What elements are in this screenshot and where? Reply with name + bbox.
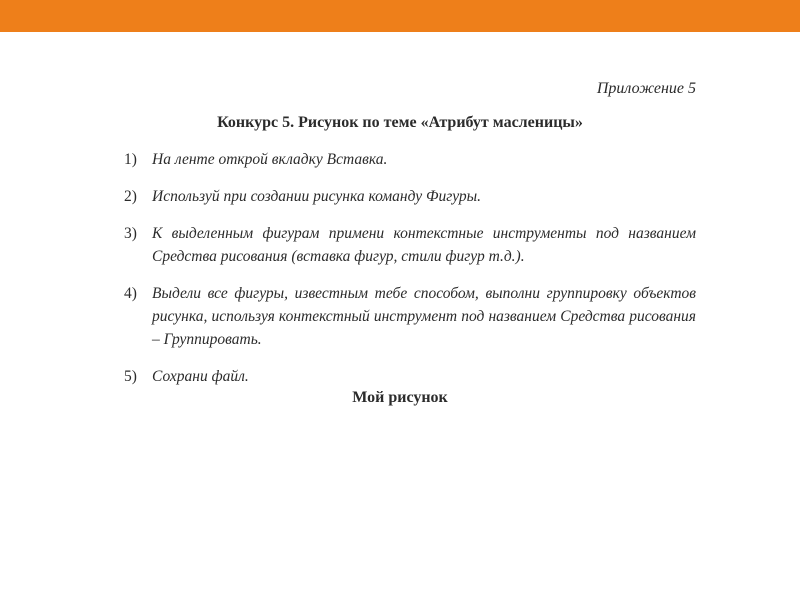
list-item (124, 148, 696, 171)
list-item (124, 222, 696, 268)
list-item-number: 1) (124, 151, 137, 168)
list-item-text: Используй при создании рисунка команду Фигуры. (152, 188, 482, 205)
instruction-list (124, 148, 696, 402)
page-title: Конкурс 5. Рисунок по теме «Атрибут масленицы» (217, 114, 583, 131)
top-accent-bar (0, 0, 800, 32)
list-item (124, 282, 696, 351)
appendix-label: Приложение 5 (596, 80, 696, 97)
list-item-text: Сохрани файл. (152, 368, 249, 385)
list-item-number: 2) (124, 188, 137, 205)
document-page (0, 32, 800, 600)
list-item (124, 185, 696, 208)
drawing-section-title: Мой рисунок (352, 389, 448, 406)
list-item-number: 3) (124, 225, 137, 242)
list-item-text: К выделенным фигурам примени контекстные инструменты под названием Средства рисования (вставка фигур, стили фигур т.д.). (152, 225, 696, 265)
list-item-text: Выдели все фигуры, известным тебе способом, выполни группировку объектов рисунка, используя контекстный инструмент под названием Средства рисования – Группировать. (152, 285, 696, 348)
list-item-text: На ленте открой вкладку Вставка. (152, 151, 388, 168)
list-item-number: 5) (124, 368, 137, 385)
list-item-number: 4) (124, 285, 137, 302)
list-item (124, 365, 696, 388)
